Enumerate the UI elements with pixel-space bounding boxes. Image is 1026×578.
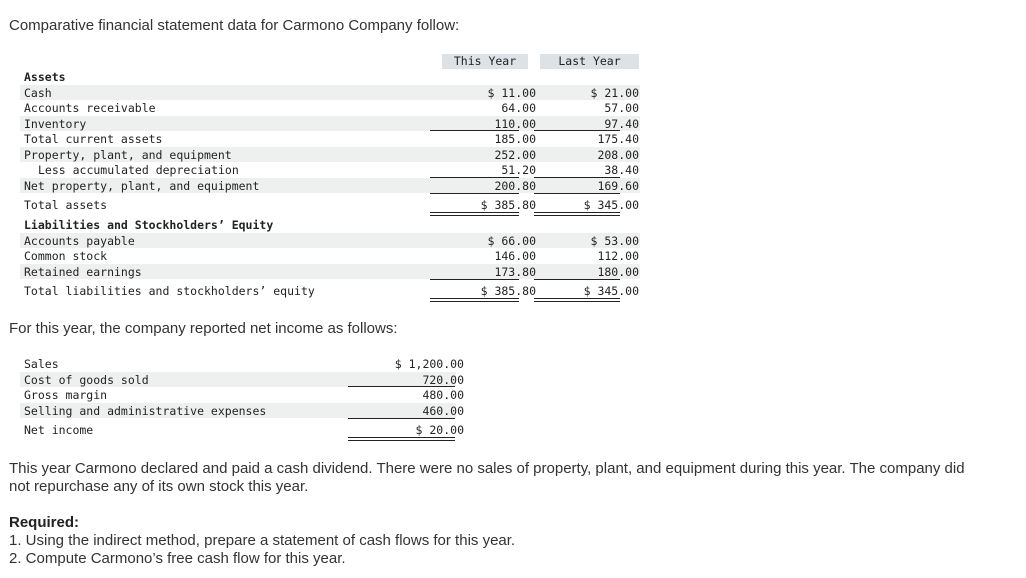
value-last-year: $ 345.00	[583, 284, 639, 298]
double-underline	[534, 212, 620, 216]
row-label: Total assets	[24, 198, 108, 212]
table-row	[20, 178, 640, 194]
note-paragraph: This year Carmono declared and paid a cash dividend. There were no sales of property, plant, and equipment during this year. The company did not repurchase any of its own stock this year.	[9, 460, 965, 495]
table-row	[20, 131, 640, 147]
underline	[348, 418, 455, 419]
table-row	[20, 116, 640, 132]
table-row	[20, 248, 640, 264]
table-row	[20, 403, 464, 419]
row-value: $ 20.00	[415, 423, 464, 437]
underline	[430, 177, 519, 178]
value-last-year: 169.60	[597, 178, 639, 193]
value-last-year: 175.40	[597, 132, 639, 146]
value-last-year: 180.00	[597, 264, 639, 279]
table-row	[20, 372, 464, 388]
underline	[534, 177, 620, 178]
value-this-year: $ 385.80	[480, 284, 536, 298]
intro-text: Comparative financial statement data for Carmono Company follow:	[9, 17, 460, 34]
row-value: 460.00	[422, 403, 464, 418]
required-item-2: 2. Compute Carmono’s free cash flow for this year.	[9, 550, 346, 567]
row-label: Retained earnings	[24, 264, 142, 279]
table-row	[20, 233, 640, 249]
required-item-1: 1. Using the indirect method, prepare a statement of cash flows for this year.	[9, 532, 516, 549]
value-this-year: 110.00	[494, 116, 536, 131]
row-value: 720.00	[422, 372, 464, 387]
value-this-year: 185.00	[494, 132, 536, 146]
column-header-this-year: This Year	[442, 54, 528, 69]
table-row	[20, 85, 640, 101]
value-last-year: 112.00	[597, 249, 639, 263]
row-label: Sales	[24, 357, 59, 371]
table-row	[20, 69, 640, 85]
income-intro-text: For this year, the company reported net income as follows:	[9, 320, 398, 337]
value-this-year: 200.80	[494, 178, 536, 193]
row-label: Net property, plant, and equipment	[24, 178, 260, 193]
value-this-year: 173.80	[494, 264, 536, 279]
required-heading: Required:	[9, 514, 80, 531]
value-last-year: 38.40	[604, 163, 639, 177]
underline	[430, 130, 519, 131]
row-label: Property, plant, and equipment	[24, 147, 232, 162]
value-this-year: 51.20	[501, 163, 536, 177]
value-last-year: 57.00	[604, 101, 639, 115]
value-last-year: 208.00	[597, 147, 639, 162]
row-label: Less accumulated depreciation	[38, 163, 239, 177]
row-label: Selling and administrative expenses	[24, 403, 267, 418]
double-underline	[534, 298, 620, 302]
table-row	[20, 422, 464, 438]
table-row	[20, 100, 640, 116]
underline	[534, 279, 620, 280]
underline	[534, 130, 620, 131]
underline	[348, 386, 455, 387]
table-row	[20, 387, 464, 403]
row-label: Inventory	[24, 116, 87, 131]
row-label: Total liabilities and stockholders’ equity	[24, 284, 315, 298]
value-last-year: $ 345.00	[583, 198, 639, 212]
row-value: 480.00	[422, 388, 464, 402]
value-last-year: $ 53.00	[590, 233, 639, 248]
value-this-year: $ 385.80	[480, 198, 536, 212]
section-heading-liabilities: Liabilities and Stockholders’ Equity	[24, 218, 274, 232]
table-row	[20, 283, 640, 299]
row-label: Gross margin	[24, 388, 108, 402]
value-this-year: 64.00	[501, 101, 536, 115]
value-last-year: 97.40	[604, 116, 639, 131]
table-row	[20, 264, 640, 280]
row-label: Accounts receivable	[24, 101, 156, 115]
double-underline	[348, 437, 455, 441]
value-last-year: $ 21.00	[590, 85, 639, 100]
row-label: Cost of goods sold	[24, 372, 149, 387]
row-label: Net income	[24, 423, 94, 437]
table-row	[20, 197, 640, 213]
underline	[430, 193, 519, 194]
row-label: Cash	[24, 85, 52, 100]
row-label: Common stock	[24, 249, 108, 263]
table-row	[20, 217, 640, 233]
value-this-year: $ 66.00	[487, 233, 536, 248]
table-row	[20, 162, 640, 178]
table-row	[20, 356, 464, 372]
table-row	[20, 147, 640, 163]
row-value: $ 1,200.00	[394, 357, 464, 371]
value-this-year: $ 11.00	[487, 85, 536, 100]
underline	[430, 279, 519, 280]
double-underline	[430, 298, 519, 302]
double-underline	[430, 212, 519, 216]
row-label: Total current assets	[24, 132, 163, 146]
underline	[534, 193, 620, 194]
row-label: Accounts payable	[24, 233, 135, 248]
value-this-year: 252.00	[494, 147, 536, 162]
section-heading-assets: Assets	[24, 70, 66, 84]
value-this-year: 146.00	[494, 249, 536, 263]
column-header-last-year: Last Year	[540, 54, 639, 69]
